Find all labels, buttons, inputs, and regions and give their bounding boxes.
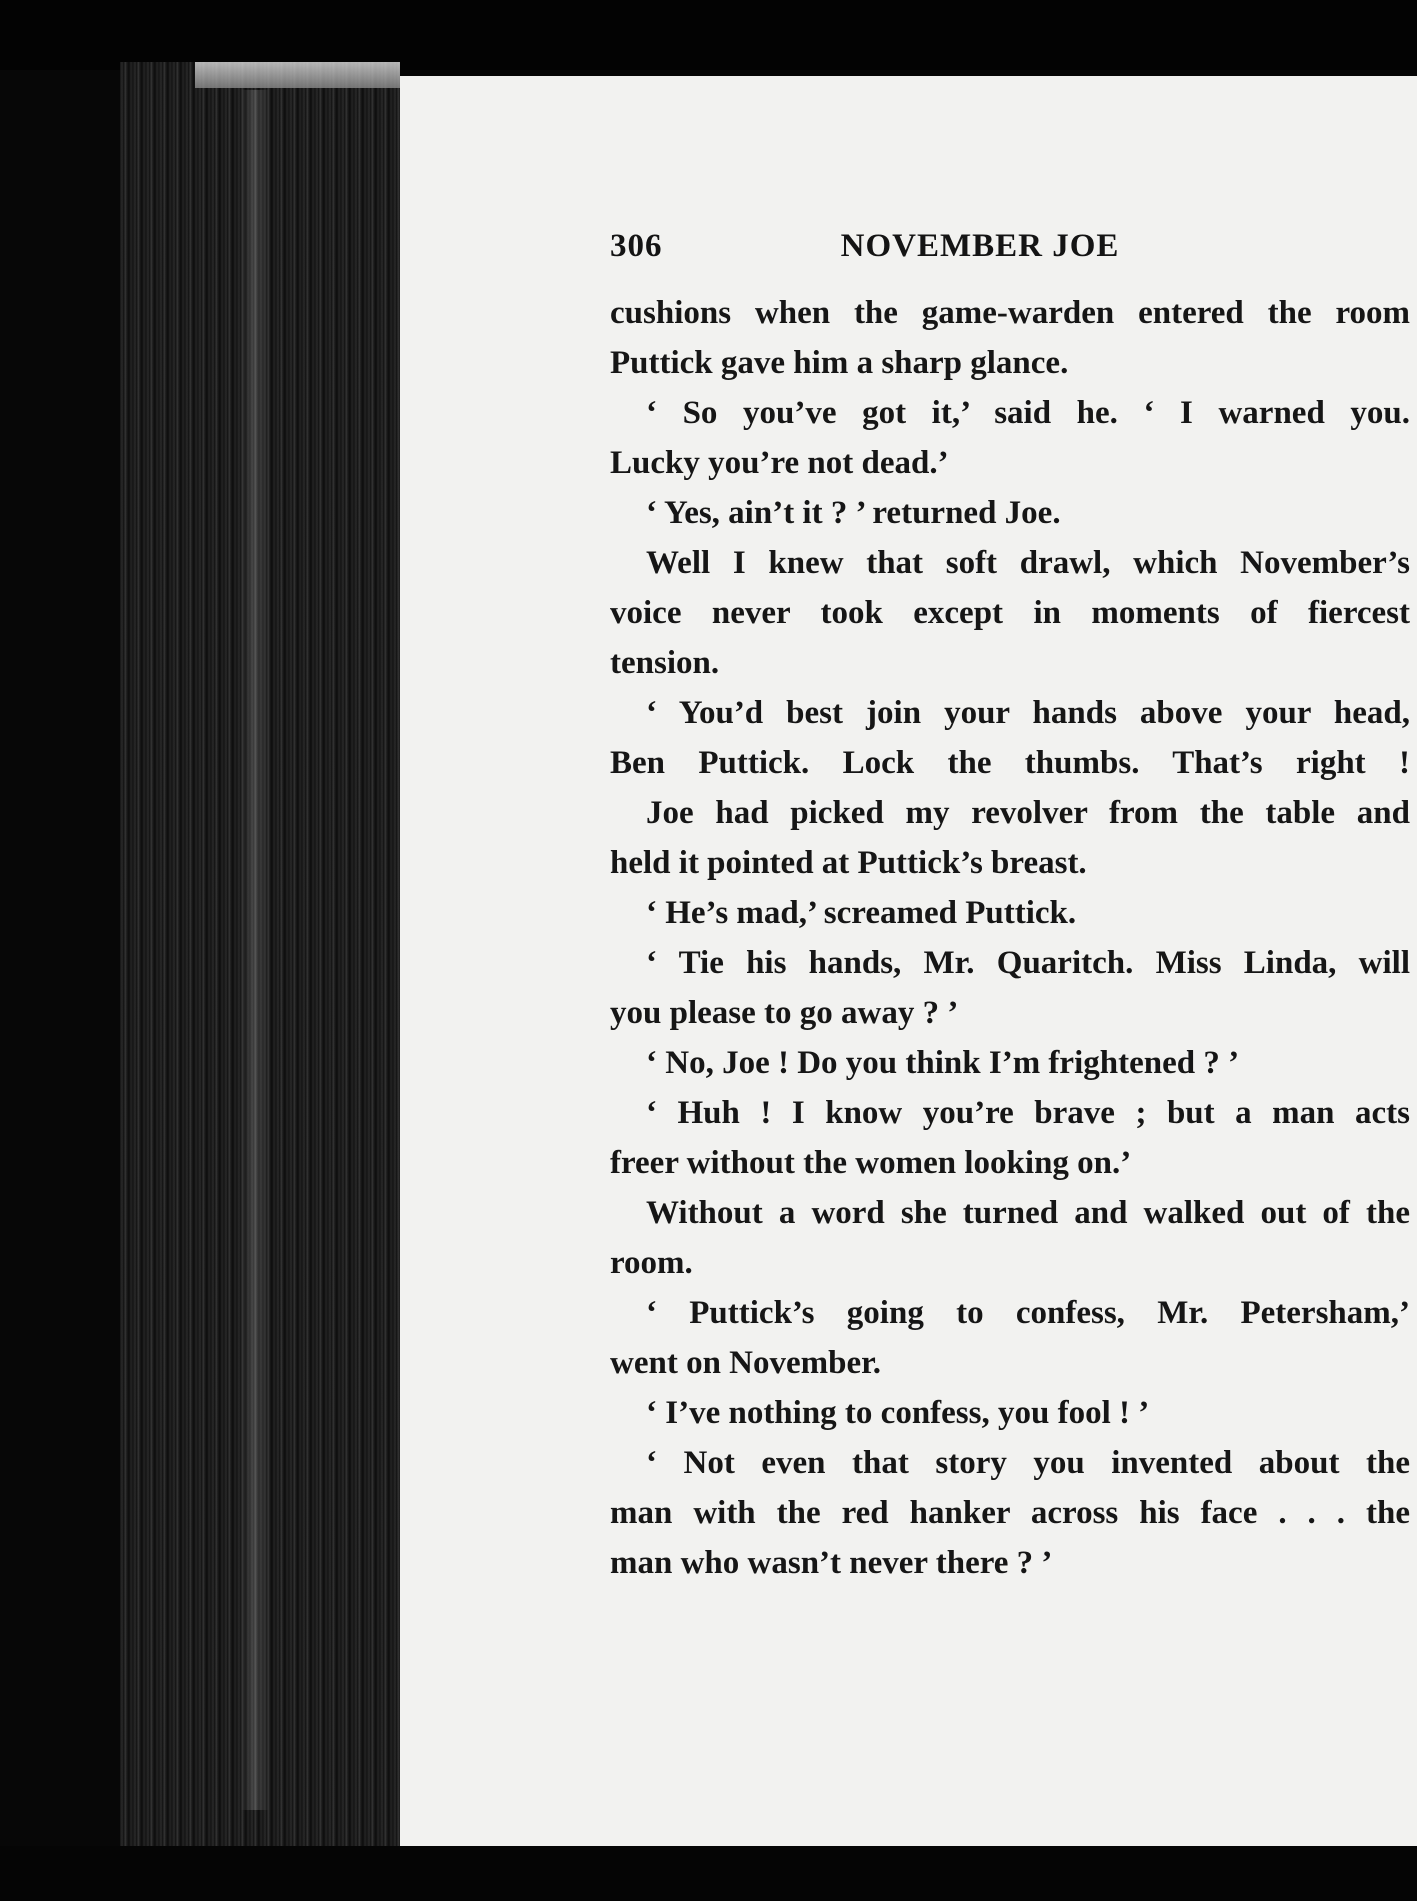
text-line: Without a word she turned and walked out of the — [646, 1195, 1410, 1231]
text-line: you please to go away ? ’ — [610, 995, 959, 1031]
bottom-shadow — [0, 1846, 1417, 1901]
text-line: Puttick gave him a sharp glance. — [610, 345, 1069, 381]
body-text — [610, 288, 1410, 1588]
text-line: ‘ No, Joe ! Do you think I’m frightened ? ’ — [646, 1045, 1240, 1081]
page-number: 306 — [610, 228, 663, 264]
top-shadow — [0, 0, 1417, 70]
text-line: ‘ Not even that story you invented about the — [646, 1445, 1410, 1481]
page-header — [610, 228, 1370, 272]
page-edges-glow — [240, 90, 270, 1810]
text-line: held it pointed at Puttick’s breast. — [610, 845, 1087, 881]
page-edges-top-highlight — [195, 62, 400, 88]
text-line: Ben Puttick. Lock the thumbs. That’s right ! — [610, 745, 1410, 781]
text-line: ‘ I’ve nothing to confess, you fool ! ’ — [646, 1395, 1150, 1431]
text-line: Lucky you’re not dead.’ — [610, 445, 949, 481]
text-line: voice never took except in moments of fiercest — [610, 595, 1410, 631]
text-line: ‘ Tie his hands, Mr. Quaritch. Miss Linda, will — [646, 945, 1410, 981]
text-line: ‘ Yes, ain’t it ? ’ returned Joe. — [646, 495, 1061, 531]
text-line: ‘ Huh ! I know you’re brave ; but a man acts — [646, 1095, 1410, 1131]
text-line: ‘ You’d best join your hands above your head, — [646, 695, 1410, 731]
text-line: ‘ So you’ve got it,’ said he. ‘ I warned you. — [646, 395, 1410, 431]
left-background — [0, 70, 120, 1901]
text-line: ‘ He’s mad,’ screamed Puttick. — [646, 895, 1077, 931]
text-line: ‘ Puttick’s going to confess, Mr. Petersham,’ — [646, 1295, 1410, 1331]
text-line: room. — [610, 1245, 693, 1281]
book-page — [400, 76, 1417, 1848]
running-title: NOVEMBER JOE — [840, 228, 1120, 264]
text-line: Joe had picked my revolver from the table and — [646, 795, 1410, 831]
text-line: Well I knew that soft drawl, which November’s — [646, 545, 1410, 581]
text-line: cushions when the game-warden entered the room — [610, 295, 1410, 331]
text-line: went on November. — [610, 1345, 882, 1381]
text-line: man who wasn’t never there ? ’ — [610, 1545, 1053, 1581]
text-line: freer without the women looking on.’ — [610, 1145, 1132, 1181]
text-line: man with the red hanker across his face . . . the — [610, 1495, 1410, 1531]
text-line: tension. — [610, 645, 720, 681]
